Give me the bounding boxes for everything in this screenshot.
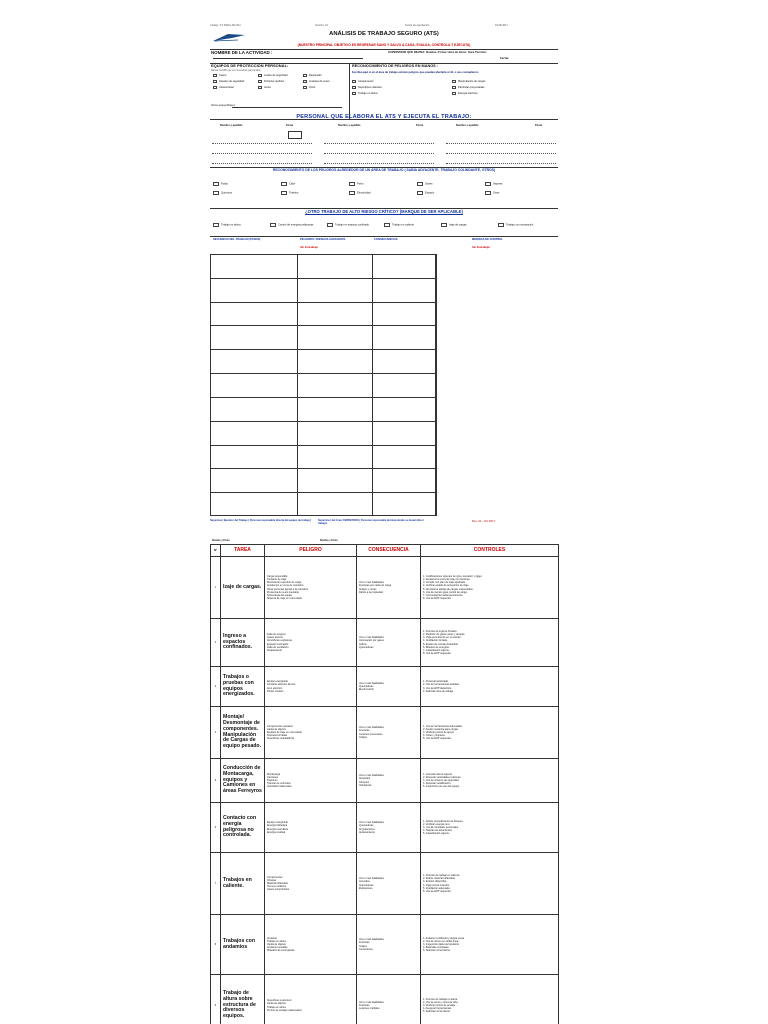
row-number: 6 — [211, 803, 221, 853]
table-row — [211, 619, 559, 667]
consequence-item: Atropellos — [359, 777, 371, 781]
row-controls — [421, 759, 559, 803]
row-hazards — [265, 975, 357, 1024]
hazard-item: Componentes pesados — [267, 724, 293, 728]
row-consequences — [357, 619, 421, 667]
header-consequence: CONSECUENCIA — [357, 545, 421, 557]
surroundings-title: RECONOCIMIENTO DE LOS PELIGROS ALREDEDOR DE UN ÁREA DE TRABAJO ( SABIA ADYACENTE, TRABAJO COLINDANTE, OTROS) — [272, 168, 496, 172]
row-consequences — [357, 975, 421, 1024]
control-item: 1. Andamio certificado y tarjeta verde. — [423, 936, 465, 940]
signature-right-name[interactable]: Nombre y Firma — [320, 540, 338, 542]
control-item: 1. Aplicar procedimiento de bloqueo. — [423, 819, 464, 823]
personnel-name-line[interactable] — [212, 142, 312, 144]
control-item: 1. Personal autorizado. — [423, 680, 449, 684]
consequence-item: Quemaduras — [359, 645, 374, 649]
row-consequences — [357, 557, 421, 619]
control-item: 2. Ayuda mecánica para cargas. — [423, 727, 459, 731]
hazard-item: Peatones — [267, 778, 278, 782]
hazard-item: Caída de objetos — [267, 942, 286, 946]
critical-title: ¿OTRO TRABAJO DE ALTO RIESGO CRÍTICO? (MARQUE DE SER APLICABLE) — [305, 209, 463, 214]
control-item: 3. Vigía permanente en el exterior. — [423, 636, 462, 640]
row-number: 2 — [211, 619, 221, 667]
consequence-item: Golpes y cortes — [359, 587, 377, 591]
control-item: 5. Delimitar zona inferior. — [423, 949, 451, 953]
meta-code: Código: ST-SSMA-FR-004 — [210, 24, 241, 27]
hazard-item: Contacto eléctrico directo — [267, 683, 296, 687]
ppe-checkbox[interactable] — [213, 80, 217, 83]
signature-left-label: Supervisor Ejecutor del Trabajo ( Persona responsable directa del equipo de trabajo) — [210, 519, 311, 522]
row-hazards — [265, 557, 357, 619]
hazard-item: Posturas forzadas — [267, 734, 288, 738]
meta-line — [210, 25, 558, 28]
row-controls — [421, 667, 559, 707]
row-controls — [421, 619, 559, 667]
table-row — [211, 853, 559, 915]
table-row — [211, 803, 559, 853]
control-item: 1. Permiso de trabajo en caliente. — [423, 874, 461, 878]
row-task: Montaje/ Desmontaje de componentes. Manipulación de Cargas de equipo pesado. — [221, 707, 265, 759]
critical-options: Trabajo en altura Control de energías peligrosas Trabajo en espacio confinado Trabajo en caliente Izaje de cargas Trabajo con excavación — [213, 223, 556, 228]
grid-row-line — [210, 325, 436, 326]
row-consequences — [357, 853, 421, 915]
row-controls — [421, 975, 559, 1024]
surroundings-checkbox[interactable] — [349, 191, 355, 195]
signature-left-name[interactable]: Nombre y Firma — [212, 540, 230, 542]
meta-date-label: Fecha de aprobación — [405, 24, 430, 27]
ppe-checkbox[interactable] — [303, 74, 307, 77]
hazard-item: Atmósferas explosivas — [267, 639, 293, 643]
header-hazard: PELIGRO — [265, 545, 357, 557]
control-item: 3. Extintor disponible. — [423, 880, 447, 884]
grid-row-line — [210, 445, 436, 446]
hazard-item: Chispas — [267, 878, 277, 882]
consequence-item: Una o más fatalidades — [359, 636, 384, 640]
grid-row-line — [210, 278, 436, 279]
row-consequences — [357, 915, 421, 975]
hazard-item: Tránsito de vehículos — [267, 782, 291, 786]
control-item: 5. No pararse debajo de cargas suspendidas. — [423, 587, 474, 591]
hazard-item: Montacarga — [267, 772, 281, 776]
consequence-item: Electrocución — [359, 688, 375, 692]
revision-note: Rev. 01 - Oct 2017 — [472, 519, 496, 523]
hazard-checkbox[interactable] — [352, 86, 356, 89]
control-item: 4. Tarjetas de advertencia. — [423, 829, 453, 833]
consequence-item: Fracturas — [359, 729, 370, 733]
control-item: 6. Bloqueo de energías. — [423, 645, 450, 649]
control-item: 3. Cumplir con plan de izaje aprobado. — [423, 581, 466, 585]
consequence-item: Asfixia — [359, 642, 367, 646]
control-item: 4. Barandas completas. — [423, 946, 450, 950]
personnel-name-line[interactable] — [324, 152, 434, 154]
personnel-name-line[interactable] — [324, 142, 434, 144]
control-item: 4. Verificar estado de accesorios de izaje. — [423, 584, 470, 588]
hazard-item: Equipo energizado — [267, 821, 288, 825]
personnel-name-line[interactable] — [446, 152, 556, 154]
control-item: 4. Asegurar herramientas. — [423, 1007, 452, 1011]
control-item: 3. Uso de cinturón de seguridad. — [423, 778, 460, 782]
table-row — [211, 975, 559, 1024]
hazard-item: Material inflamable — [267, 881, 288, 885]
control-item: 3. Verificar puntos de apoyo. — [423, 730, 455, 734]
hazard-item: Energía hidráulica — [267, 824, 288, 828]
table-row — [211, 707, 559, 759]
control-item: 1. Licencia interna vigente. — [423, 772, 453, 776]
hazard-item: Andamio inestable — [267, 946, 288, 950]
analysis-grid[interactable] — [210, 254, 558, 516]
hazards-note: Escriba aquí si en el área de trabajo existen peligros que puedan afectarle a Ud. o sus compañeros — [352, 71, 479, 74]
hazard-checkbox[interactable] — [352, 80, 356, 83]
consequence-item: Choques — [359, 780, 370, 784]
hazard-item: Humos metálicos — [267, 885, 287, 889]
ppe-checkbox[interactable] — [303, 86, 307, 89]
control-item: 2. Medición de gases antes y durante. — [423, 633, 466, 637]
grid-row-line — [210, 373, 436, 374]
hazard-item: Puntos de anclaje inadecuados — [267, 1008, 302, 1012]
table-header-row — [211, 545, 559, 557]
row-hazards — [265, 803, 357, 853]
ppe-checkbox[interactable] — [258, 80, 262, 83]
hazard-item: Presencia de suelo inestable — [267, 590, 299, 594]
hazard-item: Otras personas ajenas a la maniobra — [267, 587, 308, 591]
personnel-name-line[interactable] — [446, 142, 556, 144]
activity-input[interactable] — [213, 57, 363, 59]
control-item: 2. Uso de herramientas aisladas. — [423, 683, 460, 687]
personnel-name-line[interactable] — [212, 152, 312, 154]
control-item: 5. Delimitar zona inferior. — [423, 1010, 451, 1014]
row-number: 8 — [211, 915, 221, 975]
control-item: 3. Verificar puntos de anclaje. — [423, 1003, 456, 1007]
row-task: Trabajos con andamios — [221, 915, 265, 975]
ppe-checkbox[interactable] — [213, 74, 217, 77]
personnel-name-line[interactable] — [446, 162, 556, 164]
row-task: Contacto con energía peligrosa no controlada. — [221, 803, 265, 853]
table-row — [211, 667, 559, 707]
hazard-item: Equipo energizado — [267, 680, 288, 684]
surroundings-checkbox[interactable] — [213, 182, 219, 186]
supervisor-label: SUPERVISOR QUE REVISA: Nombre: Firma: Hora de Inicio: Hora Término: — [388, 50, 487, 54]
grid-row-line — [210, 302, 436, 303]
ppe-note: Marcar los EPP que son necesarios para la labor — [211, 70, 261, 72]
activity-label: NOMBRE DE LA ACTIVIDAD : — [211, 50, 273, 55]
control-item: 2. Respetar velocidades máximas. — [423, 775, 462, 779]
control-item: 5. Inspección pre-uso del equipo. — [423, 785, 460, 789]
consequence-item: Incendios — [359, 880, 370, 884]
control-item: 1. Uso de herramientas adecuadas. — [423, 724, 463, 728]
personnel-name-line[interactable] — [212, 162, 312, 164]
critical-checkbox[interactable] — [498, 223, 504, 227]
hazard-item: Superficies a desnivel — [267, 999, 292, 1003]
ppe-label: EQUIPOS DE PROTECCIÓN PERSONAL: — [211, 63, 289, 68]
hazard-item: Trabajo en altura — [267, 1005, 286, 1009]
control-item: 4. Orden y limpieza. — [423, 734, 446, 738]
consequence-item: Lesiones múltiples — [359, 1007, 380, 1011]
surroundings-checkbox[interactable] — [485, 191, 491, 195]
table-row — [211, 557, 559, 619]
header-controls: CONTROLES — [421, 545, 559, 557]
control-item: 2. Verificar energía cero. — [423, 822, 451, 826]
control-item: 4. Vigía contra incendio. — [423, 883, 450, 887]
row-task: Ingreso a espacios confinados. — [221, 619, 265, 667]
meta-date-value: 15.08.2017 — [495, 24, 508, 27]
row-number: 9 — [211, 975, 221, 1024]
grid-row-line — [210, 349, 436, 350]
signature-right-label: Supervisor del Área: FERREYROS ( Persona responsable del área donde se desarrolla el trabajo) — [318, 519, 424, 525]
hazard-item: Sobrecarga del equipo — [267, 593, 293, 597]
row-controls — [421, 557, 559, 619]
consequence-item: Aplastamiento — [359, 830, 375, 834]
ppe-checkbox[interactable] — [213, 86, 217, 89]
grid-row-line — [210, 492, 436, 493]
consequence-item: Fracturas — [359, 1003, 370, 1007]
others-input[interactable] — [232, 106, 342, 108]
row-number: 4 — [211, 707, 221, 759]
critical-checkbox[interactable] — [441, 223, 447, 227]
control-item: 3. Uso de candados personales. — [423, 825, 459, 829]
row-task: Trabajos o pruebas con equipos energizados. — [221, 667, 265, 707]
critical-checkbox[interactable] — [213, 223, 219, 227]
hazard-item: Camiones — [267, 775, 279, 779]
control-item: 5. Uso de EPP requerido. — [423, 737, 452, 741]
consequence-item: Una o más fatalidades — [359, 1000, 384, 1004]
control-item: 6. Uso de vientos para control de carga. — [423, 590, 468, 594]
control-item: 5. Equipo de rescate disponible. — [423, 642, 459, 646]
ppe-checkbox[interactable] — [303, 80, 307, 83]
hazard-item: Carga suspendida — [267, 575, 288, 578]
row-number: 1 — [211, 557, 221, 619]
consequence-item: Quemaduras — [359, 684, 374, 688]
hazard-item: Caída de objetos — [267, 1002, 286, 1006]
row-number: 7 — [211, 853, 221, 915]
control-item: 7. Comunicación radial permanente. — [423, 593, 464, 597]
hazard-item: Partes móviles — [267, 689, 284, 693]
header-number: N° — [211, 545, 221, 557]
hazard-list: Atrapamiento Manipulación de cargas Superficies calientes Partículas proyectadas Trabajo en altura Energía eléctrica — [352, 80, 557, 98]
surroundings-list: Ruido Calor Polvo Gases Vapores Químicos Tránsito Electricidad Espacio Otros — [213, 182, 556, 200]
row-task: Conducción de Montacarga, equipos y Camiones en áreas Ferreyros — [221, 759, 265, 803]
control-item: 5. Capacitación vigente. — [423, 832, 450, 836]
hazard-checkbox[interactable] — [452, 86, 456, 89]
control-item: 5. Ventilación adecuada. — [423, 886, 451, 890]
hazard-item: Arco eléctrico — [267, 686, 283, 690]
grid-headers: SECUENCIA DEL TRABAJO (PASOS) PELIGROS / RIESGOS ASOCIADOS Ver lista abajo CONSECUENCIAS MEDIDAS DE CONTROL Ver lista abajo — [213, 238, 503, 249]
surroundings-checkbox[interactable] — [281, 182, 287, 186]
row-hazards — [265, 915, 357, 975]
hazard-item: Movimiento repentino de carga — [267, 581, 302, 585]
consequence-item: Fracturas por caída de carga — [359, 584, 392, 588]
hazard-item: Superficies resbaladizas — [267, 737, 295, 741]
control-item: 7. Capacitación vigente. — [423, 648, 450, 652]
control-item: 1. Permiso de ingreso firmado. — [423, 630, 458, 633]
row-task: Izaje de cargas. — [221, 557, 265, 619]
control-item: 1. Permiso de trabajo en altura. — [423, 997, 458, 1001]
control-item: 2. Uso de arnés con doble línea. — [423, 939, 459, 943]
critical-checkbox[interactable] — [384, 223, 390, 227]
row-controls — [421, 853, 559, 915]
others-label: Otros (especifique): — [211, 103, 236, 107]
consequence-item: Quemaduras — [359, 824, 374, 828]
hazard-item: Equipos de izaje en mal estado — [267, 730, 302, 734]
surroundings-checkbox[interactable] — [485, 182, 491, 186]
consequence-item: Intoxicación por gases — [359, 639, 384, 643]
consequence-item: Quemaduras — [359, 883, 374, 887]
header-task: TAREA — [221, 545, 265, 557]
consequence-item: Una o más fatalidades — [359, 774, 384, 778]
consequence-item: Una o más fatalidades — [359, 938, 384, 942]
grid-row-line — [210, 421, 436, 422]
meta-version: Versión: 01 — [315, 24, 328, 27]
control-item: 8. Uso de EPP requerido. — [423, 651, 452, 655]
consequence-item: Fracturas — [359, 941, 370, 945]
hazard-item: Espacio restringido — [267, 642, 289, 646]
hazard-checkbox[interactable] — [452, 80, 456, 83]
signature-block — [210, 519, 558, 542]
consequence-item: Una o más fatalidades — [359, 726, 384, 730]
row-hazards — [265, 667, 357, 707]
date-label: Fecha: — [500, 56, 510, 60]
surroundings-checkbox[interactable] — [281, 191, 287, 195]
row-task: Trabajos en caliente. — [221, 853, 265, 915]
control-item: 8. Uso de EPP requerido. — [423, 596, 452, 600]
hazard-item: Gases tóxicos — [267, 636, 283, 640]
grid-row-line — [210, 397, 436, 398]
consequence-item: Una o más fatalidades — [359, 681, 384, 685]
control-item: 3. Uso de EPP dieléctrico. — [423, 686, 452, 690]
hazard-item: Falta de oxígeno — [267, 633, 286, 637]
row-consequences — [357, 667, 421, 707]
hazards-label: RECONOCIMIENTO DE PELIGROS EN MANOS : — [352, 64, 438, 68]
hazard-item: Falta de ventilación — [267, 645, 289, 649]
hazard-item: Energía neumática — [267, 827, 288, 831]
consequence-item: Daños a la propiedad — [359, 590, 383, 594]
row-consequences — [357, 707, 421, 759]
row-hazards — [265, 759, 357, 803]
control-item: 2. Demarcar la zona de izaje con barreras. — [423, 578, 471, 582]
consequence-item: Contusiones — [359, 947, 373, 951]
hazard-item: Caída de objetos — [267, 727, 286, 731]
surroundings-checkbox[interactable] — [213, 191, 219, 195]
row-task: Trabajo de altura sobre estructura de diversos equipos. — [221, 975, 265, 1024]
critical-checkbox[interactable] — [270, 223, 276, 227]
consequence-item: Golpes — [359, 944, 367, 948]
grid-row-line — [210, 468, 436, 469]
hazard-item: Accidentes en zona de maniobra — [267, 584, 304, 588]
ppe-checkbox[interactable] — [258, 74, 262, 77]
form-subtitle: (NUESTRO PRINCIPAL OBJETIVO ES REGRESAR SANO Y SALVO A CASA: EVALÚA, CONTROLA Y EJECUTA) — [297, 43, 471, 47]
personnel-title: PERSONAL QUE ELABORA EL ATS Y EJECUTA EL TRABAJO: — [296, 114, 472, 120]
ppe-list: Casco Lentes de seguridad Respirador Zapatos de seguridad Protector auditivo Guantes de cuero Careta facial Arnés Otros — [213, 74, 348, 92]
table-row — [211, 915, 559, 975]
row-hazards — [265, 707, 357, 759]
control-item: 4. Ventilación forzada. — [423, 639, 448, 643]
hazard-item: Atrapamiento — [267, 648, 282, 652]
hazard-item: Andamio — [267, 936, 277, 940]
consequence-item: Explosiones — [359, 886, 373, 890]
consequence-item: Una o más fatalidades — [359, 581, 384, 585]
hazard-reference-table — [210, 544, 559, 1024]
table-row — [211, 759, 559, 803]
control-item: 4. Respetar señalización. — [423, 782, 452, 786]
control-item: 3. Inspección diaria del andamio. — [423, 942, 460, 946]
row-controls — [421, 915, 559, 975]
consequence-item: Golpes — [359, 735, 367, 739]
control-item: 2. Uso de arnés y línea de vida. — [423, 1000, 459, 1004]
hazard-item: Trabajo en altura — [267, 939, 286, 943]
hazard-checkbox[interactable] — [352, 92, 356, 95]
consequence-item: Volcaduras — [359, 783, 372, 787]
hazard-item: Componentes — [267, 875, 283, 879]
control-item: 4. Delimitar área de trabajo. — [423, 689, 454, 693]
hazard-item: Energía residual — [267, 830, 286, 834]
ppe-checkbox[interactable] — [258, 86, 262, 89]
consequence-item: Lesiones musculares — [359, 732, 383, 736]
control-item: 2. Retirar material inflamable. — [423, 877, 456, 881]
form-title: ANÁLISIS DE TRABAJO SEGURO (ATS) — [329, 31, 439, 37]
row-number: 5 — [211, 759, 221, 803]
row-consequences — [357, 803, 421, 853]
surroundings-checkbox[interactable] — [349, 182, 355, 186]
sign-box[interactable] — [288, 131, 302, 139]
row-consequences — [357, 759, 421, 803]
critical-checkbox[interactable] — [327, 223, 333, 227]
consequence-item: Amputaciones — [359, 827, 375, 831]
hazard-item: Contacto de izaje — [267, 578, 287, 582]
hazard-item: Sistema de izaje en mal estado — [267, 596, 302, 600]
surroundings-checkbox[interactable] — [417, 191, 423, 195]
control-item: 1. Certificaciones vigentes de grúa, operador y rigger. — [423, 575, 483, 578]
personnel-name-line[interactable] — [324, 162, 434, 164]
consequence-item: Una o más fatalidades — [359, 877, 384, 881]
row-number: 3 — [211, 667, 221, 707]
surroundings-checkbox[interactable] — [417, 182, 423, 186]
row-hazards — [265, 853, 357, 915]
row-controls — [421, 803, 559, 853]
hazard-item: Gases comprimidos — [267, 888, 290, 892]
consequence-item: Una o más fatalidades — [359, 821, 384, 825]
row-hazards — [265, 619, 357, 667]
ats-form-sheet: Código: ST-SSMA-FR-004 Versión: 01 Fecha de aprobación 15.08.2017 ANÁLISIS DE TRABAJO SEGURO (ATS) (NUESTRO PRINCIPAL OBJETIVO ES REGRESAR SANO Y SALVO A CASA: EVALÚA, CONTROLA Y EJECUTA) NOMBRE DE LA ACTIVIDAD : SUPERVISOR QUE REVISA: Nombre: Firma: Hora de Inicio: Hora Término: Fecha: EQUIPOS DE PROTECCIÓN PERSONAL: Marcar los EPP que son necesarios para la labor Casco Lentes de seguridad Respirador Zapatos de seguridad Protector auditivo Guantes de cuero Careta facial Arnés Otros Otros (especifique): RECONOCIMIENTO DE PELIGROS EN MANOS : Escriba aquí si en el área de trabajo existen peligros que puedan afectarle a Ud. o sus compañeros Atrapamiento Manipulación de cargas Superficies calientes Partículas proyectadas Trabajo en altura Energía eléctrica PERSONAL QUE ELABORA EL ATS Y EJECUTA EL TRABAJO: Nombre y apellido Firma Nombre y apellido Firma Nombre y apellido Firma RECONOCIMIENTO DE LOS PELIGROS ALREDEDOR DE UN ÁREA DE TRABAJO ( SABIA ADYACENTE, TRABAJO COLINDANTE, OTROS) Ruido Calor Polvo Gases Vapores Químicos Tránsito Electricidad Espacio Otros ¿OTRO TRABAJO DE ALTO RIESGO CRÍTICO? (MARQUE DE SER APLICABLE) Trabajo en altura Control de energías peligrosas Trabajo en espacio confinado Trabajo en caliente Izaje de cargas Trabajo con excavación SECUENCIA DEL TRABAJO (PASOS) PELIGROS / RIESGOS ASOCIADOS Ver lista abajo CONSECUENCIAS MEDIDAS DE CONTROL Ver lista abajo Supervisor Ejecutor del Trabajo ( Persona responsable directa del equipo de trabajo) Supervisor del Área: FERREYROS ( Persona responsable del área donde se desarrolla el trabajo) Rev. 01 - Oct 2017 Nombre y Firma Nombre y Firma N° TAREA PELIGRO CONSECUENCIA CONTROLES 1 Izaje de cargas. Carga suspendida Contacto de izaje Movimiento repentino de carga Accidentes en zona de maniobra Otras personas ajenas a la maniobra Presencia de suelo inestable Sobrecarga del equipo Sistema de izaje en mal estado Una o más fatalidades Fracturas por caída de carga Golpes y cortes Daños a la propiedad 1. Certificaciones vigentes de grúa, operador y rigger. 2. Demarcar la zona de izaje con barreras. 3. Cumplir con plan de izaje aprobado. 4. Verificar estado de accesorios de izaje. 5. No pararse debajo de cargas suspendidas. 6. Uso de vientos para control de carga. 7. Comunicación radial permanente. 8. Uso de EPP requerido. 2 Ingreso a espacios confinados. Falta de oxígeno Gases tóxicos Atmósferas explosivas Espacio restringido Falta de ventilación Atrapamiento Una o más fatalidades Intoxicación por gases Asfixia Quemaduras 1. Permiso de ingreso firmado. 2. Medición de gases antes y durante. 3. Vigía permanente en el exterior. 4. Ventilación forzada. 5. Equipo de rescate disponible. 6. Bloqueo de energías. 7. Capacitación vigente. 8. Uso de EPP requerido. 3 Trabajos o pruebas con equipos energizados. Equipo energizado Contacto eléctrico directo Arco eléctrico Partes móviles Una o más fatalidades Quemaduras Electrocución 1. Personal autorizado. 2. Uso de herramientas aisladas. 3. Uso de EPP dieléctrico. 4. Delimitar área de trabajo. 4 Montaje/ Desmontaje de componentes. Manipulación de Cargas de equipo pesado. Componentes pesados Caída de objetos Equipos de izaje en mal estado Posturas forzadas Superficies resbaladizas Una o más fatalidades Fracturas Lesiones musculares Golpes 1. Uso de herramientas adecuadas. 2. Ayuda mecánica para cargas. 3. Verificar puntos de apoyo. 4. Orden y limpieza. 5. Uso de EPP requerido. 5 Conducción de Montacarga, equipos y Camiones en áreas Ferreyros Montacarga Camiones Peatones Tránsito de vehículos Velocidad inadecuada Una o más fatalidades Atropellos Choques Volcaduras 1. Licencia interna vigente. 2. Respetar velocidades máximas. 3. Uso de cinturón de seguridad. 4. Respetar señalización. 5. Inspección pre-uso del equipo. 6 Contacto con energía peligrosa no controlada. Equipo energizado Energía hidráulica Energía neumática Energía residual Una o más fatalidades Quemaduras Amputaciones Aplastamiento 1. Aplicar procedimiento de bloqueo. 2. Verificar energía cero. 3. Uso de candados personales. 4. Tarjetas de advertencia. 5. Capacitación vigente. 7 Trabajos en caliente. Componentes Chispas Material inflamable Humos metálicos Gases comprimidos Una o más fatalidades Incendios Quemaduras Explosiones 1. Permiso de trabajo en caliente. 2. Retirar material inflamable. 3. Extintor disponible. 4. Vigía contra incendio. 5. Ventilación adecuada. 6. Uso de EPP requerido. 8 Trabajos con andamios Andamio Trabajo en altura Caída de objetos Andamio inestable Plataformas incompletas Una o más fatalidades Fracturas Golpes Contusiones 1. Andamio certificado y tarjeta verde. 2. Uso de arnés con doble línea. 3. Inspección diaria del andamio. 4. Barandas completas. 5. Delimitar zona inferior. 9 Trabajo de altura sobre estructura de diversos equipos. Superficies a desnivel Caída de objetos Trabajo en altura Puntos de anclaje inadecuados Una o más fatalidades Fracturas Lesiones múltiples 1. Permiso de trabajo en altura. 2. Uso de arnés y línea de vida. 3. Verificar puntos de anclaje. 4. Asegurar herramientas. 5. Delimitar zona inferior. — [210, 24, 558, 1024]
row-controls — [421, 707, 559, 759]
hazard-checkbox[interactable] — [452, 92, 456, 95]
hazard-item: Velocidad inadecuada — [267, 785, 292, 789]
control-item: 6. Uso de EPP requerido. — [423, 889, 452, 893]
hazard-item: Plataformas incompletas — [267, 949, 295, 953]
